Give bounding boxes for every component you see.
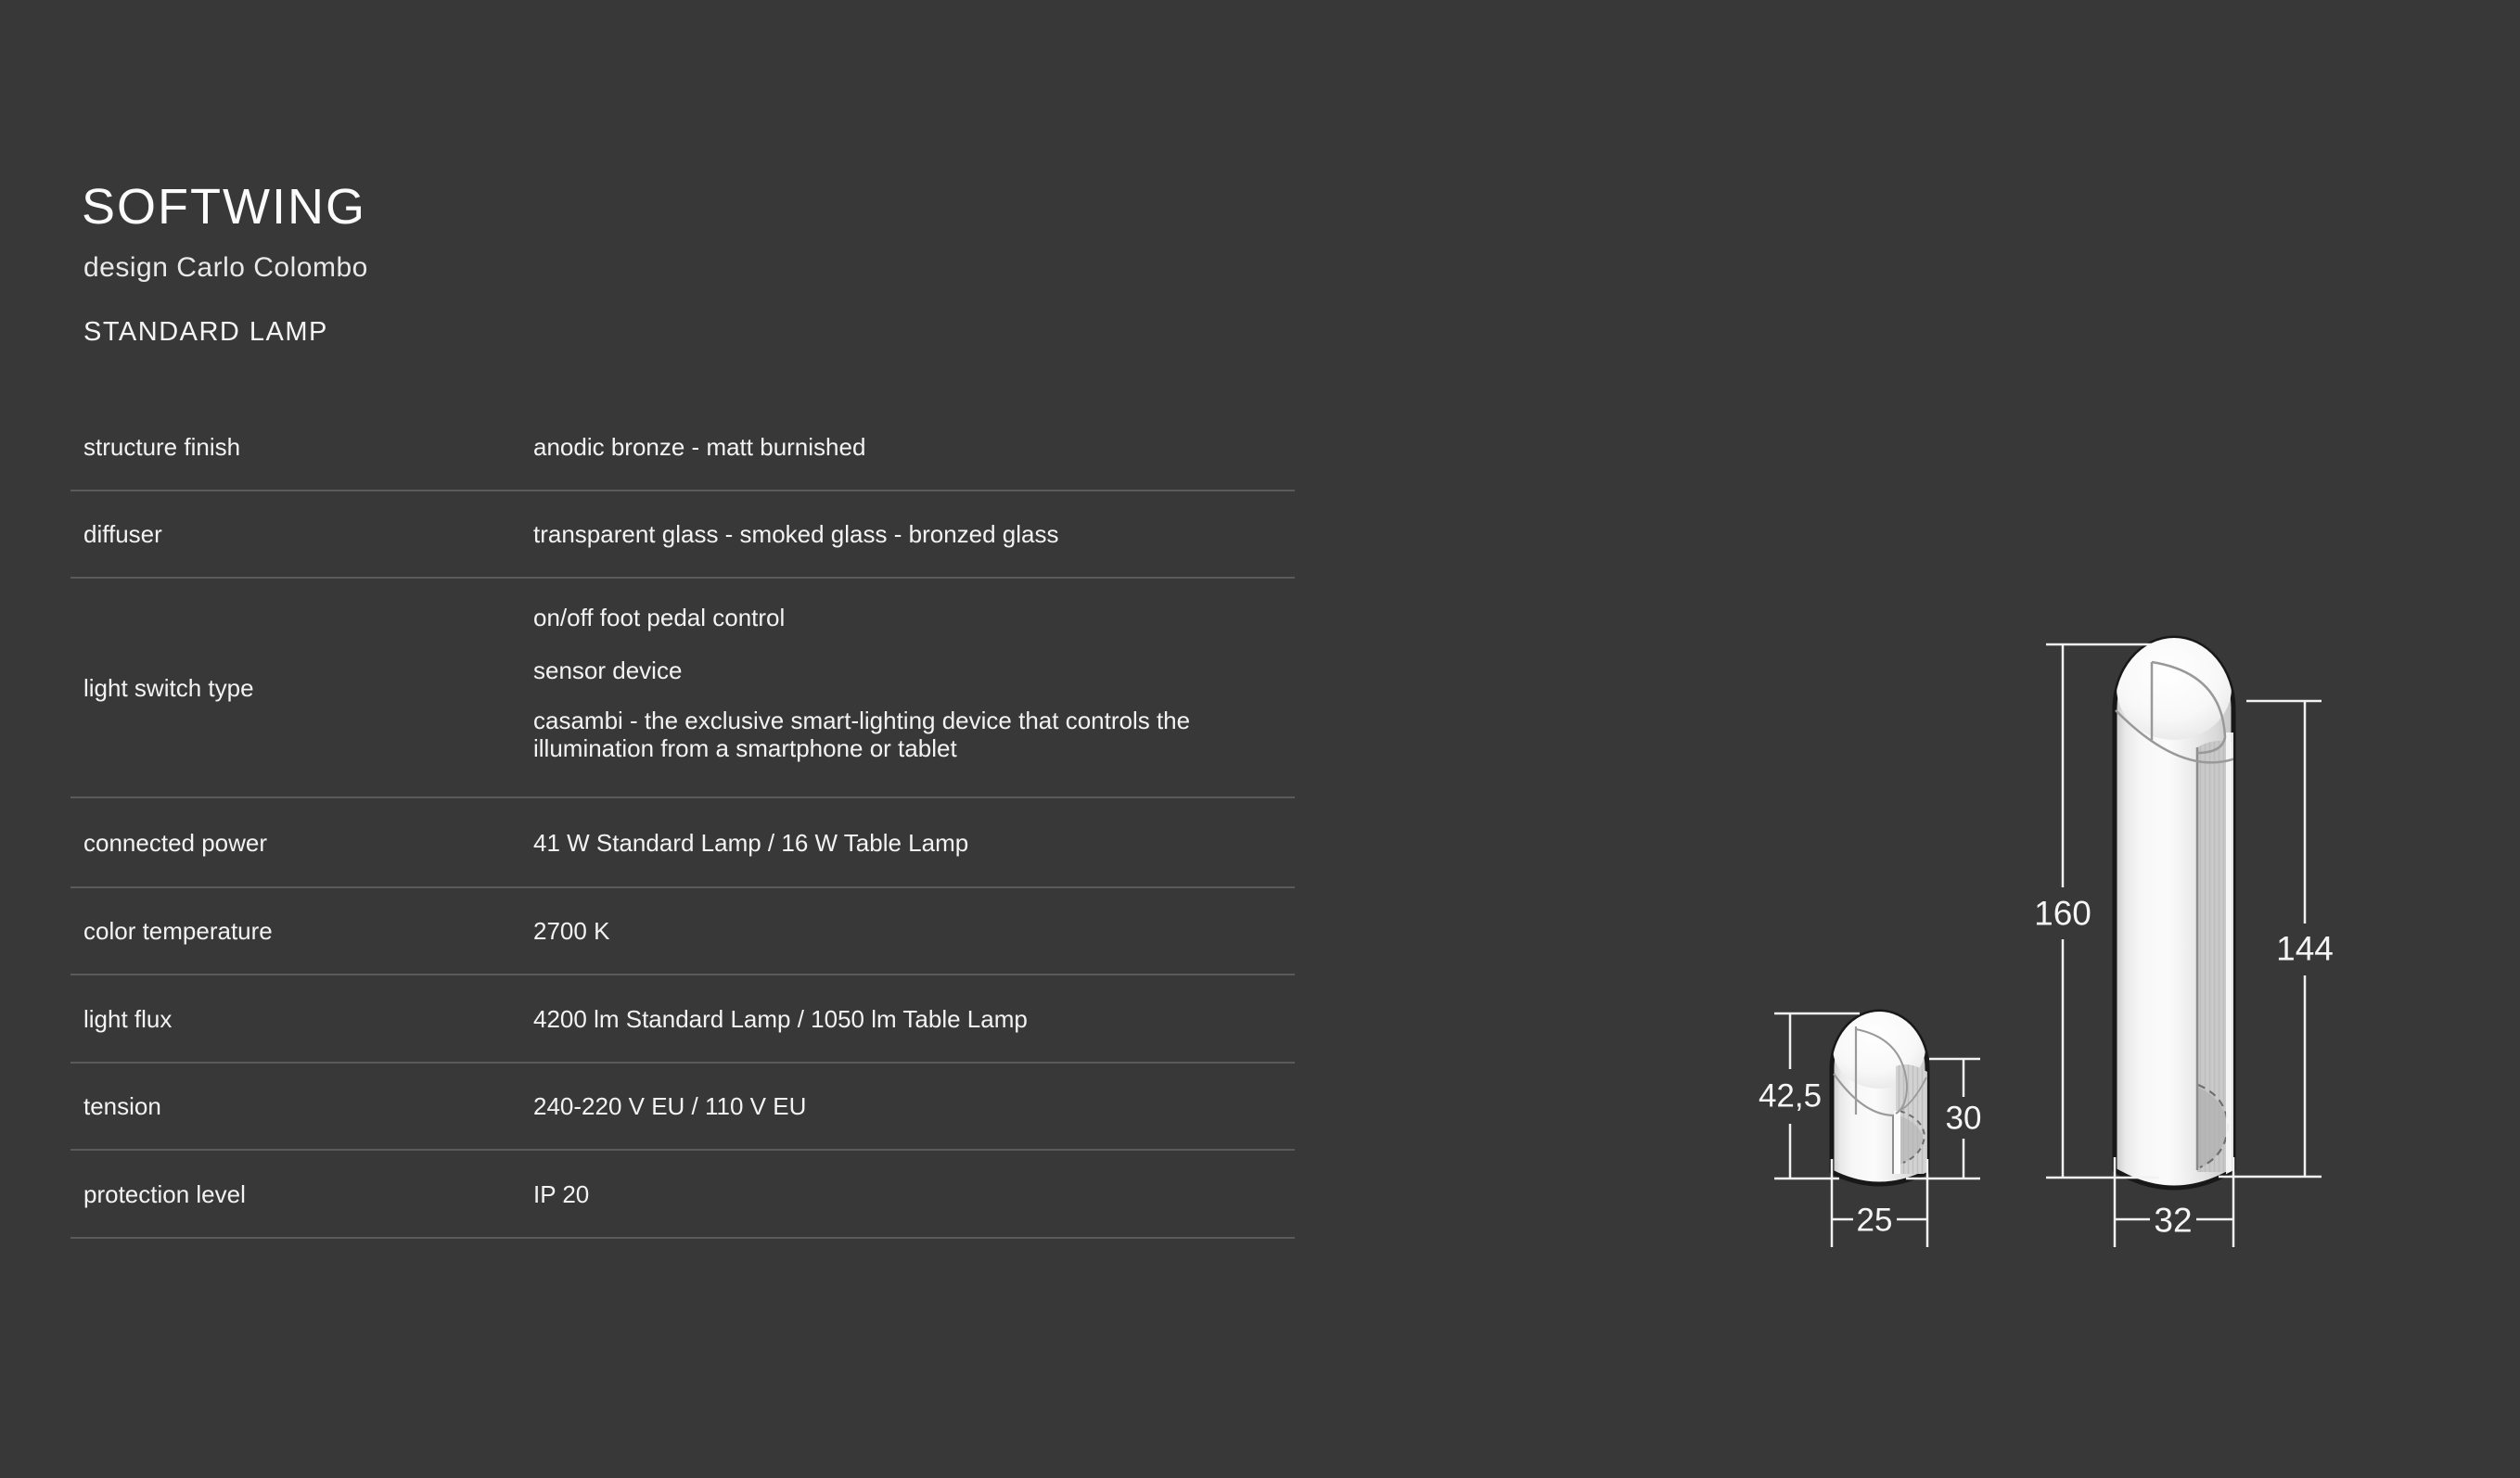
spec-value: anodic bronze - matt burnished: [533, 433, 866, 461]
spec-value: 2700 K: [533, 917, 610, 945]
designer-credit: design Carlo Colombo: [83, 252, 368, 283]
page-title: SOFTWING: [82, 179, 366, 235]
spec-label: connected power: [83, 828, 268, 857]
dimension-label-table-glass-height: 30: [1945, 1100, 1982, 1137]
table-lamp-illustration: [1832, 1007, 1927, 1184]
product-variant: STANDARD LAMP: [83, 317, 328, 347]
spec-value: sensor device: [533, 656, 683, 684]
dimension-label-standard-height: 160: [2034, 894, 2091, 933]
standard-lamp-right-edge-highlight: [2226, 733, 2233, 1176]
spec-value: on/off foot pedal control: [533, 604, 786, 631]
spec-label: protection level: [83, 1179, 246, 1208]
spec-value: casambi - the exclusive smart-lighting device that controls the illumination from a smartphone or tablet: [533, 707, 1191, 762]
spec-value: 4200 lm Standard Lamp / 1050 lm Table Lamp: [533, 1004, 1028, 1033]
spec-label: tension: [83, 1092, 161, 1120]
spec-value: 41 W Standard Lamp / 16 W Table Lamp: [533, 828, 969, 857]
spec-label: light switch type: [83, 673, 254, 702]
dimension-label-table-height: 42,5: [1758, 1077, 1823, 1115]
standard-lamp-illustration: [2115, 636, 2235, 1188]
spec-label: color temperature: [83, 917, 273, 945]
dimension-label-table-width: 25: [1856, 1202, 1893, 1239]
spec-label: light flux: [83, 1004, 173, 1033]
spec-label: structure finish: [83, 433, 241, 461]
spec-value: IP 20: [533, 1179, 590, 1208]
standard-lamp-dome: [2117, 636, 2232, 740]
dimension-label-standard-glass-height: 144: [2276, 929, 2334, 968]
table-lamp-cut-edge-highlight: [1894, 1111, 1900, 1174]
spec-value: 240-220 V EU / 110 V EU: [533, 1092, 807, 1120]
spec-label: diffuser: [83, 520, 162, 548]
spec-value: transparent glass - smoked glass - bronzed glass: [533, 520, 1059, 548]
dimension-label-standard-width: 32: [2154, 1201, 2193, 1240]
